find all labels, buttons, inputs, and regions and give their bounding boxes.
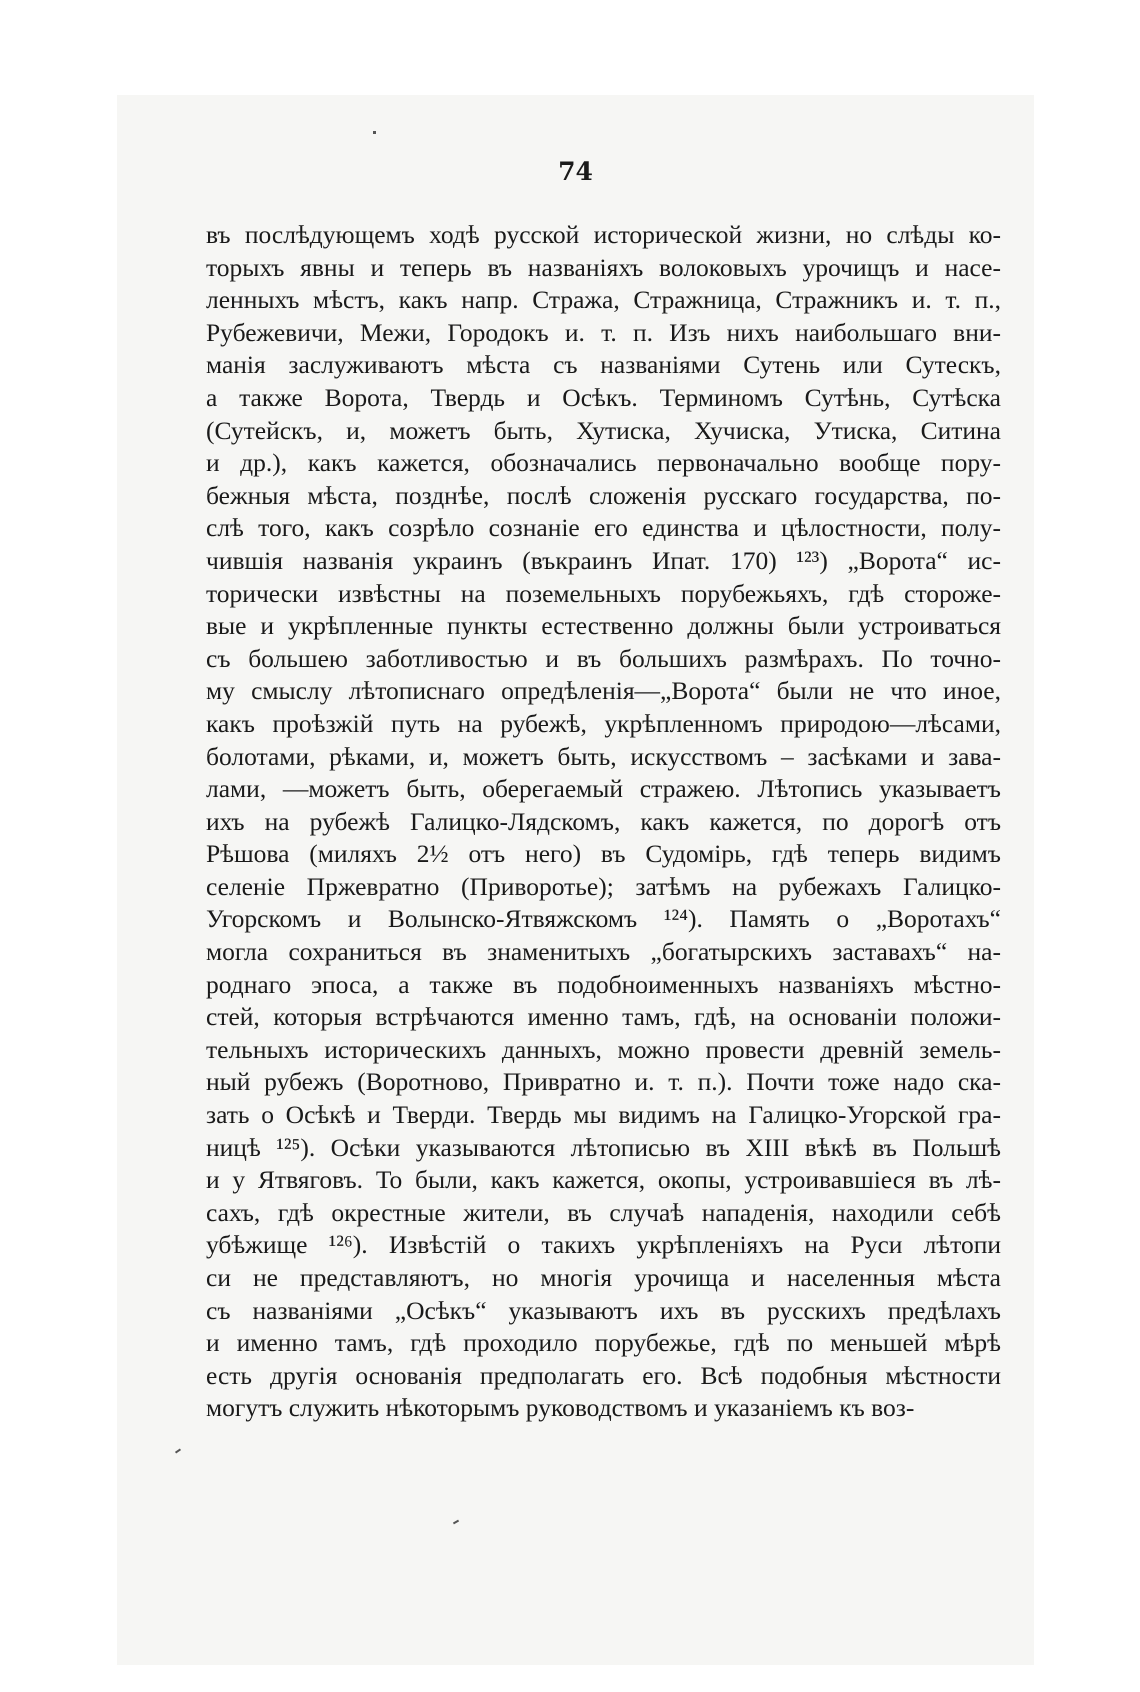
text-line: ный рубежъ (Воротново, Привратно и. т. п.). Почти тоже надо ска-	[206, 1067, 1001, 1097]
page-number: 74	[558, 157, 593, 186]
text-line: стей, которыя встрѣчаются именно тамъ, гдѣ, на основаніи положи-	[206, 1002, 1001, 1032]
ink-speck	[373, 131, 376, 134]
text-line: могутъ служить нѣкоторымъ руководствомъ и указаніемъ къ воз-	[206, 1393, 915, 1423]
text-line: зать о Осѣкѣ и Тверди. Твердь мы видимъ на Галицко-Угорской гра-	[206, 1100, 1001, 1130]
text-line: Рубежевичи, Межи, Городокъ и. т. п. Изъ нихъ наибольшаго вни-	[206, 317, 1001, 347]
text-line: Угорскомъ и Волынско-Ятвяжскомъ ¹²⁴). Память о „Воротахъ“	[206, 904, 1001, 934]
text-line: ихъ на рубежѣ Галицко-Лядскомъ, какъ кажется, по дорогѣ отъ	[206, 806, 1001, 836]
ink-speck	[175, 1448, 181, 1453]
text-line: сахъ, гдѣ окрестные жители, въ случаѣ нападенія, находили себѣ	[206, 1197, 1001, 1227]
text-line: съ названіями „Осѣкъ“ указываютъ ихъ въ русскихъ предѣлахъ	[206, 1295, 1001, 1325]
text-line: убѣжище ¹²⁶). Извѣстій о такихъ укрѣпленіяхъ на Руси лѣтопи	[206, 1230, 1001, 1260]
text-line: торыхъ явны и теперь въ названіяхъ волоковыхъ урочищъ и насе-	[206, 252, 1001, 282]
text-line: ленныхъ мѣстъ, какъ напр. Стража, Стражница, Стражникъ и. т. п.,	[206, 285, 1001, 315]
text-line: и именно тамъ, гдѣ проходило порубежье, гдѣ по меньшей мѣрѣ	[206, 1328, 1001, 1358]
text-line: и др.), какъ кажется, обозначались первоначально вообще пору-	[206, 448, 1001, 478]
body-text	[206, 219, 1001, 1425]
text-line: вые и укрѣпленные пункты естественно должны были устроиваться	[206, 611, 1001, 641]
text-line: а также Ворота, Твердь и Осѣкъ. Терминомъ Сутѣнь, Сутѣска	[206, 382, 1001, 412]
text-line: есть другія основанія предполагать его. Всѣ подобныя мѣстности	[206, 1360, 1001, 1390]
text-line: тельныхъ историческихъ данныхъ, можно провести древній земель-	[206, 1034, 1001, 1064]
text-line: въ послѣдующемъ ходѣ русской исторической жизни, но слѣды ко-	[206, 220, 1001, 249]
text-line: какъ проѣзжій путь на рубежѣ, укрѣпленномъ природою—лѣсами,	[206, 708, 1001, 738]
text-line: болотами, рѣками, и, можетъ быть, искусствомъ – засѣками и зава-	[206, 741, 1001, 771]
text-line: ницѣ ¹²⁵). Осѣки указываются лѣтописью въ XIII вѣкѣ въ Польшѣ	[206, 1132, 1001, 1162]
text-line: Рѣшова (миляхъ 2½ отъ него) въ Судомірь, гдѣ теперь видимъ	[206, 839, 1001, 869]
text-line: си не представляютъ, но многія урочища и населенныя мѣста	[206, 1263, 1001, 1292]
ink-speck	[453, 1520, 459, 1525]
text-line: му смыслу лѣтописнаго опредѣленія—„Ворота“ были не что иное,	[206, 676, 1001, 706]
text-line: и у Ятвяговъ. То были, какъ кажется, окопы, устроивавшіеся въ лѣ-	[206, 1165, 1001, 1195]
text-line: слѣ того, какъ созрѣло сознаніе его единства и цѣлостности, полу-	[206, 513, 1001, 543]
text-line: торически извѣстны на поземельныхъ порубежьяхъ, гдѣ стороже-	[206, 578, 1001, 608]
text-line: съ большею заботливостью и въ большихъ размѣрахъ. По точно-	[206, 643, 1001, 673]
text-line: чившія названія украинъ (въкраинъ Ипат. 170) ¹²³) „Ворота“ ис-	[206, 545, 1001, 575]
text-line: лами, —можетъ быть, оберегаемый стражею. Лѣтопись указываетъ	[206, 774, 1001, 804]
text-line: манія заслуживаютъ мѣста съ названіями Сутень или Сутескъ,	[206, 350, 1001, 380]
text-line: роднаго эпоса, а также въ подобноименныхъ названіяхъ мѣстно-	[206, 969, 1001, 999]
text-line: селеніе Пржевратно (Приворотье); затѣмъ на рубежахъ Галицко-	[206, 871, 1001, 901]
text-line: (Сутейскъ, и, можетъ быть, Хутиска, Хучиска, Утиска, Ситина	[206, 415, 1001, 445]
book-page	[117, 95, 1034, 1665]
text-line: могла сохраниться въ знаменитыхъ „богатырскихъ заставахъ“ на-	[206, 937, 1001, 967]
text-line: бежныя мѣста, позднѣе, послѣ сложенія русскаго государства, по-	[206, 480, 1001, 510]
